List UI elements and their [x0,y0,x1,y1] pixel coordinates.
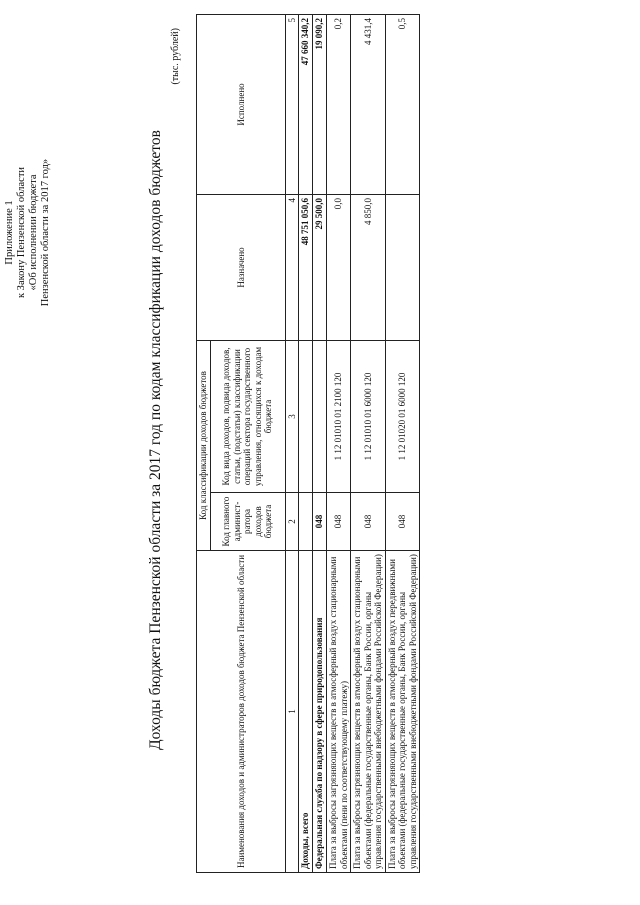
header-executed: Исполнено [197,15,286,195]
row-admin-code: 048 [327,493,351,551]
row-admin-code: 048 [351,493,386,551]
row-admin-code [299,493,313,551]
row-income-code: 1 12 01010 01 2100 120 [327,341,351,493]
row-income-code [299,341,313,493]
row-name: Доходы, всего [299,551,313,873]
row-executed: 4 431,4 [351,15,386,195]
row-income-code: 1 12 01020 01 6000 120 [385,341,420,493]
col-number: 3 [285,341,299,493]
header-income-code: Код вида доходов, подвида доходов, статьи, (подстатьи) классификации операций сектора государственного управления, относящихся к доходам бюджета [210,341,285,493]
table-row [313,15,327,873]
row-executed: 47 660 340,2 [299,15,313,195]
row-assigned: 0,0 [327,195,351,341]
header-admin-code: Код главного админист-ратора доходов бюджета [210,493,285,551]
appendix-block [0,0,78,905]
table-row [351,15,386,873]
col-number: 4 [285,195,299,341]
table-row [385,15,420,873]
col-number: 5 [285,15,299,195]
document-title: Доходы бюджета Пензенской области за 2017 год по кодам классификации доходов бюджетов [147,130,164,750]
col-number: 2 [285,493,299,551]
header-assigned: Назначено [197,195,286,341]
row-executed: 0,5 [385,15,420,195]
row-name: Федеральная служба по надзору в сфере природопользования [313,551,327,873]
row-name: Плата за выбросы загрязняющих веществ в атмосферный воздух стационарными объектами (пени по соответствующему платежу) [327,551,351,873]
col-number: 1 [285,551,299,873]
appendix-lines [4,0,52,465]
row-assigned: 29 500,0 [313,195,327,341]
row-name: Плата за выбросы загрязняющих веществ в атмосферный воздух стационарными объектами (федеральные государственные органы, Банк России, органы управления государственными внебюджетными фондами Российской Федерации) [351,551,386,873]
row-assigned: 4 850,0 [351,195,386,341]
appendix-line: к Закону Пензенской области [16,166,27,299]
row-assigned [385,195,420,341]
row-executed: 0,2 [327,15,351,195]
income-table [196,14,420,873]
appendix-line: «Об исполнении бюджета [28,174,39,291]
appendix-line: Приложение 1 [4,200,15,265]
row-name: Плата за выбросы загрязняющих веществ в атмосферный воздух передвижными объектами (федеральные государственные органы, Банк России, органы управления государственными внебюджетными фондами Российской Федерации) [385,551,420,873]
row-executed: 19 090,2 [313,15,327,195]
row-income-code: 1 12 01010 01 6000 120 [351,341,386,493]
row-admin-code: 048 [313,493,327,551]
header-code-group: Код классификации доходов бюджетов [197,341,211,551]
header-name: Наименования доходов и администраторов доходов бюджета Пензенской области [197,551,286,873]
appendix-line: Пензенской области за 2017 год» [40,158,51,307]
table-row [327,15,351,873]
row-admin-code: 048 [385,493,420,551]
table-row [299,15,313,873]
row-assigned: 48 751 050,6 [299,195,313,341]
units-note: (тыс. рублей) [170,28,181,85]
row-income-code [313,341,327,493]
